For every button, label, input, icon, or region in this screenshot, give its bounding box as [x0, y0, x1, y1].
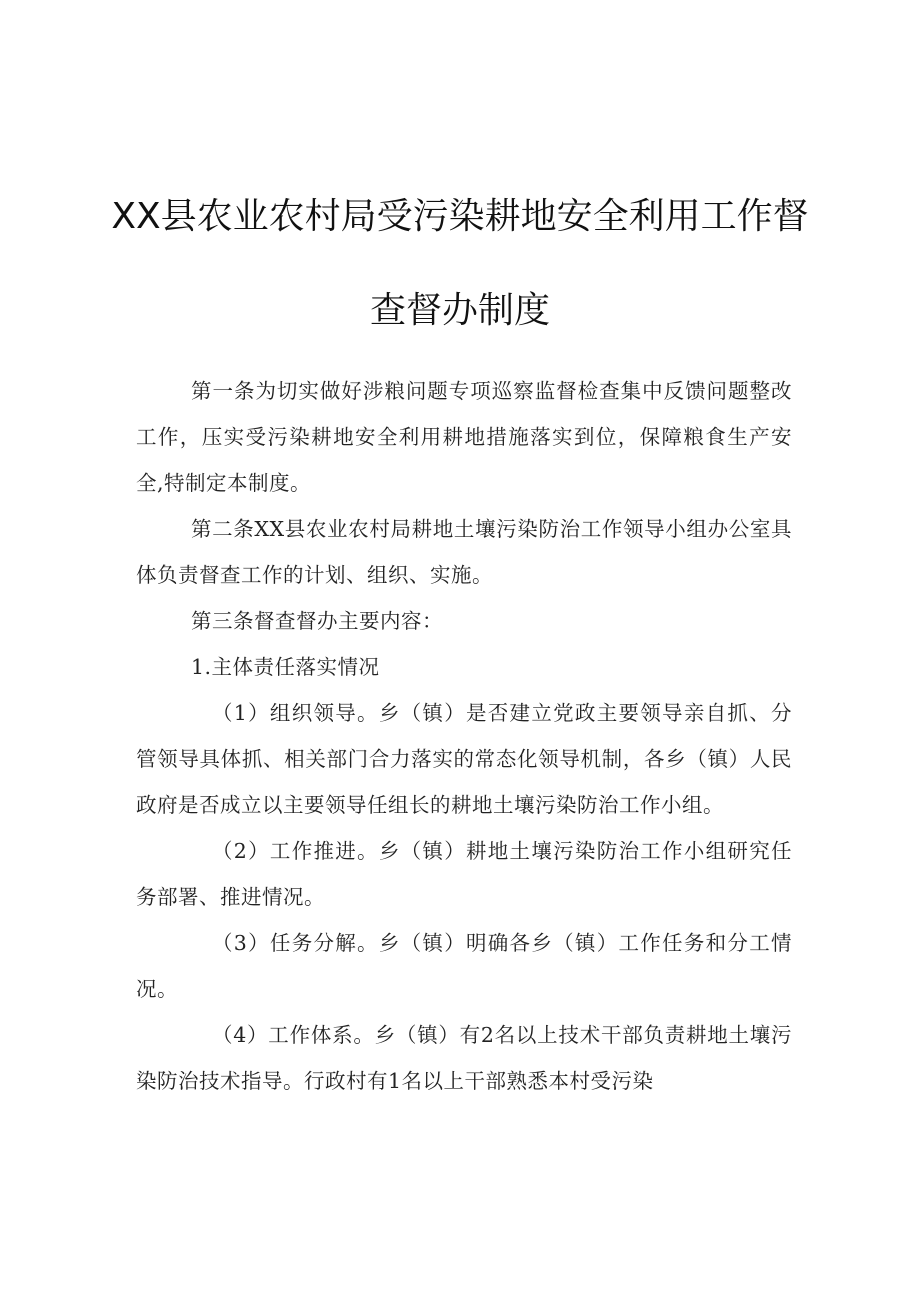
- paragraph-article-3: 第三条督查督办主要内容：: [191, 609, 443, 633]
- paragraph-sub-item-4: （4）工作体系。乡（镇）有2名以上技术干部负责耕地土壤污染防治技术指导。行政村有1名以上干部熟悉本村受污染: [136, 1023, 792, 1093]
- document-title-line-1: XX县农业农村局受污染耕地安全利用工作督: [111, 196, 809, 237]
- paragraph-article-1: 第一条为切实做好涉粮问题专项巡察监督检查集中反馈问题整改工作，压实受污染耕地安全利用耕地措施落实到位，保障粮食生产安全,特制定本制度。: [136, 379, 792, 495]
- paragraph-sub-item-1: （1）组织领导。乡（镇）是否建立党政主要领导亲自抓、分管领导具体抓、相关部门合力落实的常态化领导机制，各乡（镇）人民政府是否成立以主要领导任组长的耕地土壤污染防治工作小组。: [136, 701, 792, 817]
- paragraph-sub-item-3: （3）任务分解。乡（镇）明确各乡（镇）工作任务和分工情况。: [136, 931, 792, 1001]
- paragraph-item-1: 1.主体责任落实情况: [191, 655, 380, 679]
- document-body: [136, 368, 792, 1104]
- paragraph-article-2: 第二条XX县农业农村局耕地土壤污染防治工作领导小组办公室具体负责督查工作的计划、组织、实施。: [136, 517, 792, 587]
- paragraph-sub-item-2: （2）工作推进。乡（镇）耕地土壤污染防治工作小组研究任务部署、推进情况。: [136, 839, 792, 909]
- document-title-line-2: 查督办制度: [369, 290, 550, 331]
